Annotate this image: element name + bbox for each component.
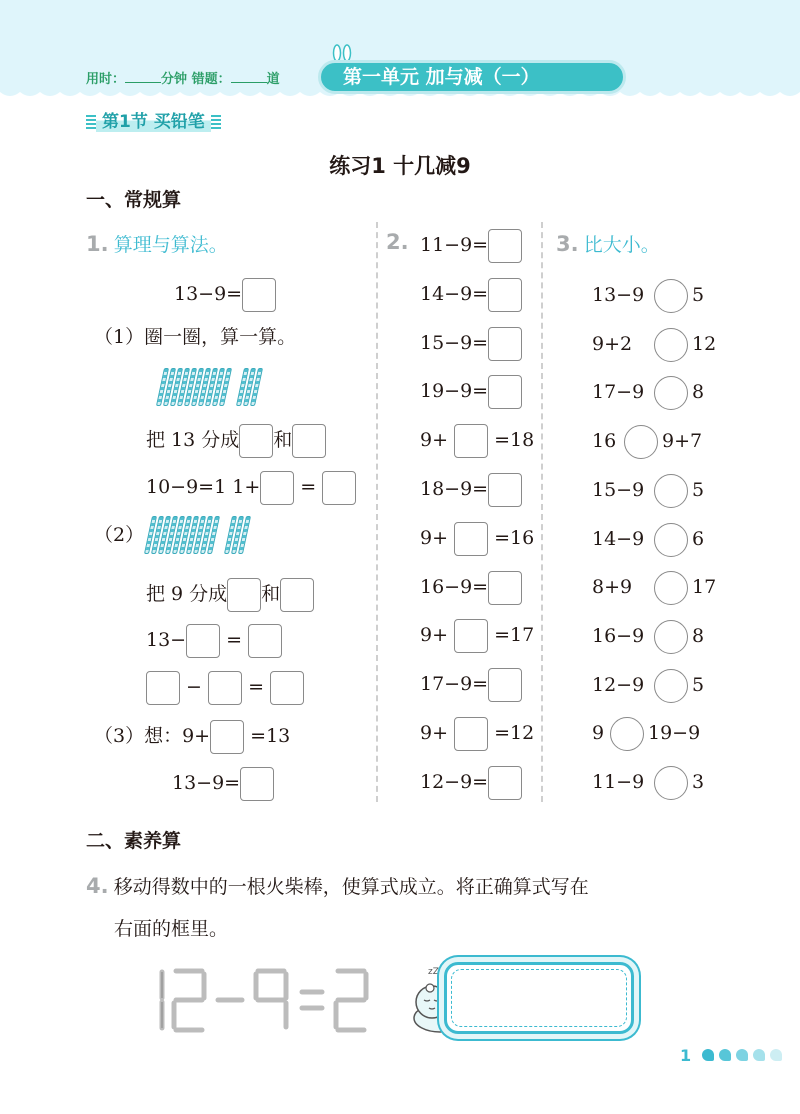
- q3-right-expression: 19−9: [648, 722, 701, 745]
- errors-label: 错题：: [191, 72, 231, 87]
- q2-row-result: =16: [494, 526, 535, 549]
- q2-row-expression: 9+: [420, 624, 449, 647]
- q2-row-result: =17: [494, 624, 535, 647]
- sleep-text: zZ: [428, 967, 439, 977]
- q3-row: [592, 375, 704, 409]
- q1-sub2-equation-2: [146, 671, 304, 705]
- time-unit: 分钟: [161, 72, 188, 87]
- answer-box[interactable]: [210, 720, 244, 754]
- q2-row: [420, 228, 522, 262]
- q3-right-expression: 6: [692, 527, 705, 550]
- dot-icon: [770, 1049, 782, 1061]
- answer-box[interactable]: [322, 471, 356, 505]
- q2-row-expression: 9+: [420, 429, 449, 452]
- q2-row-expression: 12−9=: [420, 770, 489, 793]
- sub3-final-text: 13−9=: [172, 772, 241, 794]
- q3-row: [592, 424, 702, 458]
- comparison-circle[interactable]: [654, 571, 688, 605]
- answer-box[interactable]: [454, 522, 488, 556]
- comparison-circle[interactable]: [610, 717, 644, 751]
- answer-box[interactable]: [488, 229, 522, 263]
- answer-box[interactable]: [239, 424, 273, 458]
- answer-box[interactable]: [260, 471, 294, 505]
- answer-box[interactable]: [280, 578, 314, 612]
- sticks-9: [148, 516, 249, 556]
- eq-text-b: =: [248, 676, 264, 698]
- answer-box[interactable]: [488, 571, 522, 605]
- matchstick-equation: [150, 966, 380, 1036]
- time-errors-record: [86, 68, 280, 87]
- comparison-circle[interactable]: [654, 669, 688, 703]
- q3-right-expression: 12: [692, 332, 717, 355]
- q2-row: [420, 765, 522, 799]
- q2-row-expression: 15−9=: [420, 331, 489, 354]
- answer-box[interactable]: [454, 619, 488, 653]
- comparison-circle[interactable]: [654, 620, 688, 654]
- answer-box[interactable]: [488, 473, 522, 507]
- q2-row: [420, 277, 522, 311]
- answer-box[interactable]: [488, 278, 522, 312]
- page-number: 1: [680, 1046, 692, 1065]
- q2-row: [420, 618, 534, 652]
- q3-row: [592, 473, 704, 507]
- comparison-circle[interactable]: [624, 425, 658, 459]
- comparison-circle[interactable]: [654, 376, 688, 410]
- q2-row: [420, 326, 522, 360]
- split-text-b: 和: [261, 583, 281, 605]
- q2-row-expression: 11−9=: [420, 234, 489, 256]
- q3-right-expression: 8: [692, 624, 705, 647]
- q3-row: [592, 570, 716, 604]
- unit-title: 第一单元 加与减（一）: [318, 60, 626, 94]
- section-tag: [86, 107, 221, 132]
- q3-row: [592, 327, 716, 361]
- column-divider-2: [541, 222, 543, 802]
- split-text-b: 和: [273, 429, 293, 451]
- answer-box[interactable]: [488, 327, 522, 361]
- q1-sub3-equation: [94, 720, 290, 754]
- answer-box[interactable]: [186, 624, 220, 658]
- eq-text-a: 13−: [146, 629, 187, 651]
- q2-row-expression: 14−9=: [420, 282, 489, 305]
- q4-number: 4.: [86, 874, 109, 898]
- q2-row: [420, 423, 534, 457]
- section-tag-label: 第1节 买铅笔: [96, 107, 211, 132]
- answer-box[interactable]: [488, 375, 522, 409]
- q2-row: [420, 472, 522, 506]
- q3-row: [592, 619, 704, 653]
- q3-left-expression: 9+2: [592, 332, 633, 355]
- split-text-a: 把 9 分成: [146, 583, 228, 605]
- column-divider-1: [376, 222, 378, 802]
- eq-text-b: =: [300, 476, 317, 498]
- comparison-circle[interactable]: [654, 523, 688, 557]
- q3-header: [556, 230, 660, 257]
- sub3-text-b: =13: [250, 725, 291, 747]
- q3-right-expression: 9+7: [662, 430, 703, 453]
- part2-heading: 二、素养算: [86, 830, 182, 852]
- q3-left-expression: 15−9: [592, 478, 645, 501]
- dot-icon: [736, 1049, 748, 1061]
- page-title: 练习1 十几减9: [329, 154, 471, 178]
- q1-sub3-final: [172, 767, 274, 801]
- answer-box[interactable]: [242, 278, 276, 312]
- q2-row: [420, 374, 522, 408]
- q4-line2: 右面的框里。: [114, 918, 229, 940]
- answer-box[interactable]: [292, 424, 326, 458]
- q3-right-expression: 5: [692, 673, 705, 696]
- answer-box[interactable]: [208, 671, 242, 705]
- q1-sub2-split: [146, 578, 314, 612]
- q1-title: 算理与算法。: [113, 234, 228, 256]
- sub3-text-a: （3）想：9+: [94, 725, 211, 747]
- q2-row: [420, 570, 522, 604]
- answer-box[interactable]: [488, 766, 522, 800]
- q3-left-expression: 9: [592, 722, 605, 745]
- q2-row-result: =18: [494, 429, 535, 452]
- q2-row: [420, 667, 522, 701]
- eq-text-a: 10−9=1 1+: [146, 476, 261, 498]
- answer-frame[interactable]: [444, 962, 634, 1034]
- q3-left-expression: 17−9: [592, 381, 645, 404]
- q4-line1: 移动得数中的一根火柴棒，使算式成立。将正确算式写在: [113, 876, 589, 898]
- q1-number: 1.: [86, 232, 109, 256]
- q3-right-expression: 8: [692, 381, 705, 404]
- errors-unit: 道: [266, 72, 280, 87]
- eq-text-b: =: [226, 629, 243, 651]
- q2-row-expression: 18−9=: [420, 478, 489, 500]
- part1-heading: 一、常规算: [86, 189, 182, 211]
- answer-box[interactable]: [146, 671, 180, 705]
- answer-box[interactable]: [227, 578, 261, 612]
- comparison-circle[interactable]: [654, 328, 688, 362]
- q3-row: [592, 765, 704, 799]
- comparison-circle[interactable]: [654, 474, 688, 508]
- q3-left-expression: 13−9: [592, 284, 645, 306]
- answer-box[interactable]: [248, 624, 282, 658]
- q2-row-expression: 19−9=: [420, 380, 489, 403]
- q1-sub2-label: （2）: [94, 524, 145, 546]
- time-blank[interactable]: [125, 69, 161, 83]
- comparison-circle[interactable]: [654, 279, 688, 313]
- q2-row-expression: 9+: [420, 526, 449, 549]
- q3-row: [592, 668, 704, 702]
- q1-sub1-split: [146, 424, 326, 458]
- dot-icon: [753, 1049, 765, 1061]
- page-footer: [680, 1046, 782, 1065]
- tag-stripe-left: [86, 115, 96, 129]
- q3-title: 比大小。: [583, 234, 660, 256]
- q2-row-expression: 17−9=: [420, 673, 489, 696]
- q2-header: [386, 230, 409, 254]
- q2-number: 2.: [386, 230, 409, 254]
- q1-sub2-equation-1: [146, 624, 282, 658]
- q3-left-expression: 16: [592, 430, 617, 453]
- q4-header: [86, 872, 589, 899]
- errors-blank[interactable]: [231, 69, 267, 83]
- split-text-a: 把 13 分成: [146, 429, 240, 451]
- q3-left-expression: 14−9: [592, 527, 645, 550]
- q3-left-expression: 12−9: [592, 673, 645, 696]
- answer-box[interactable]: [454, 424, 488, 458]
- q2-row-expression: 9+: [420, 722, 449, 744]
- sticks-13: [160, 368, 261, 408]
- answer-box[interactable]: [488, 668, 522, 702]
- q1-intro-text: 13−9=: [174, 283, 243, 305]
- q3-right-expression: 3: [692, 771, 705, 793]
- q3-left-expression: 16−9: [592, 624, 645, 647]
- dot-icon: [702, 1049, 714, 1061]
- eq-text-a: −: [186, 676, 202, 698]
- time-label: 用时：: [86, 72, 126, 87]
- q3-row: [592, 716, 700, 750]
- answer-box[interactable]: [240, 767, 274, 801]
- dot-icon: [719, 1049, 731, 1061]
- q2-row: [420, 521, 534, 555]
- q3-left-expression: 8+9: [592, 576, 633, 599]
- q1-sub1-label: （1）圈一圈，算一算。: [94, 326, 297, 348]
- q2-row-expression: 16−9=: [420, 575, 489, 598]
- q2-row-result: =12: [494, 722, 535, 744]
- q3-right-expression: 5: [692, 478, 705, 501]
- q3-right-expression: 17: [692, 576, 717, 599]
- q3-right-expression: 5: [692, 284, 705, 306]
- answer-box[interactable]: [270, 671, 304, 705]
- q3-row: [592, 522, 704, 556]
- q3-left-expression: 11−9: [592, 771, 645, 793]
- q1-sub1-equation: [146, 471, 356, 505]
- q1-header: [86, 230, 228, 257]
- comparison-circle[interactable]: [654, 766, 688, 800]
- q3-row: [592, 278, 704, 312]
- q2-row: [420, 716, 534, 750]
- q3-number: 3.: [556, 232, 579, 256]
- q1-intro-equation: [174, 278, 276, 312]
- answer-box[interactable]: [454, 717, 488, 751]
- tag-stripe-right: [211, 115, 221, 129]
